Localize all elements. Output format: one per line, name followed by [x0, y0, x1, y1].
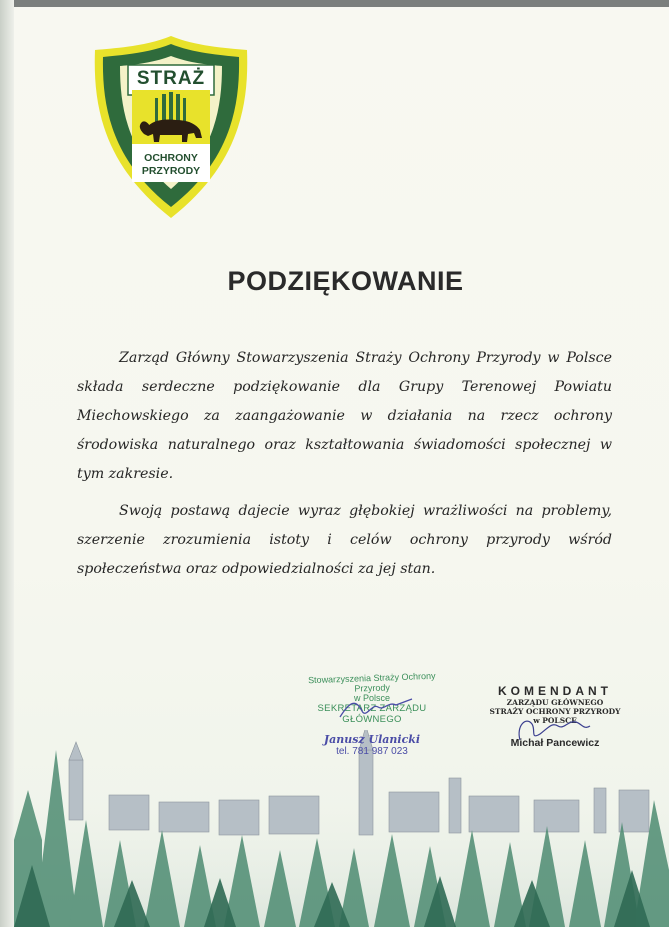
- logo-badge: [92, 34, 250, 220]
- shield-icon: [92, 34, 250, 220]
- commander-line-3: w POLSCE: [533, 716, 577, 725]
- paragraph-1: Zarząd Główny Stowarzyszenia Straży Ochrony Przyrody w Polsce składa serdeczne podziękowanie dla Grupy Terenowej Powiatu Miechowskiego za zaangażowanie w działania na rzecz ochrony środowiska naturalnego oraz kształtowania świadomości społecznej w tym zakresie.: [77, 350, 612, 482]
- logo-title: STRAŻ: [136, 68, 206, 89]
- commander-line-2: STRAŻY OCHRONY PRZYRODY: [489, 707, 621, 716]
- paragraph-2: Swoją postawą dajecie wyraz głębokiej wrażliwości na problemy, szerzenie zrozumienia istoty i celów ochrony przyrody wśród społeczeństwa oraz odpowiedzialności za jej stan.: [77, 503, 612, 577]
- logo-subtitle-2: PRZYRODY: [141, 165, 201, 177]
- commander-title: KOMENDANT: [498, 684, 612, 698]
- commander-name: Michał Pancewicz: [510, 737, 600, 749]
- secretary-stamp: [292, 670, 452, 757]
- document-body: [77, 344, 612, 592]
- scan-left-edge: [0, 0, 14, 927]
- forest-town-illustration: [14, 730, 669, 927]
- logo-subtitle-1: OCHRONY: [144, 152, 198, 164]
- stamp-org: Stowarzyszenia Straży Ochrony Przyrody: [307, 670, 436, 694]
- stamp-place: w Polsce: [353, 693, 390, 703]
- secretary-phone: tel. 781 987 023: [336, 746, 408, 757]
- secretary-name: Janusz Ulanicki: [323, 733, 421, 746]
- commander-line-1: ZARZĄDU GŁÓWNEGO: [506, 698, 604, 707]
- scan-top-edge: [0, 0, 669, 7]
- document-title: PODZIĘKOWANIE: [227, 266, 464, 296]
- stamp-role: SEKRETARZ ZARZĄDU GŁÓWNEGO: [317, 703, 427, 725]
- commander-stamp: [480, 684, 630, 749]
